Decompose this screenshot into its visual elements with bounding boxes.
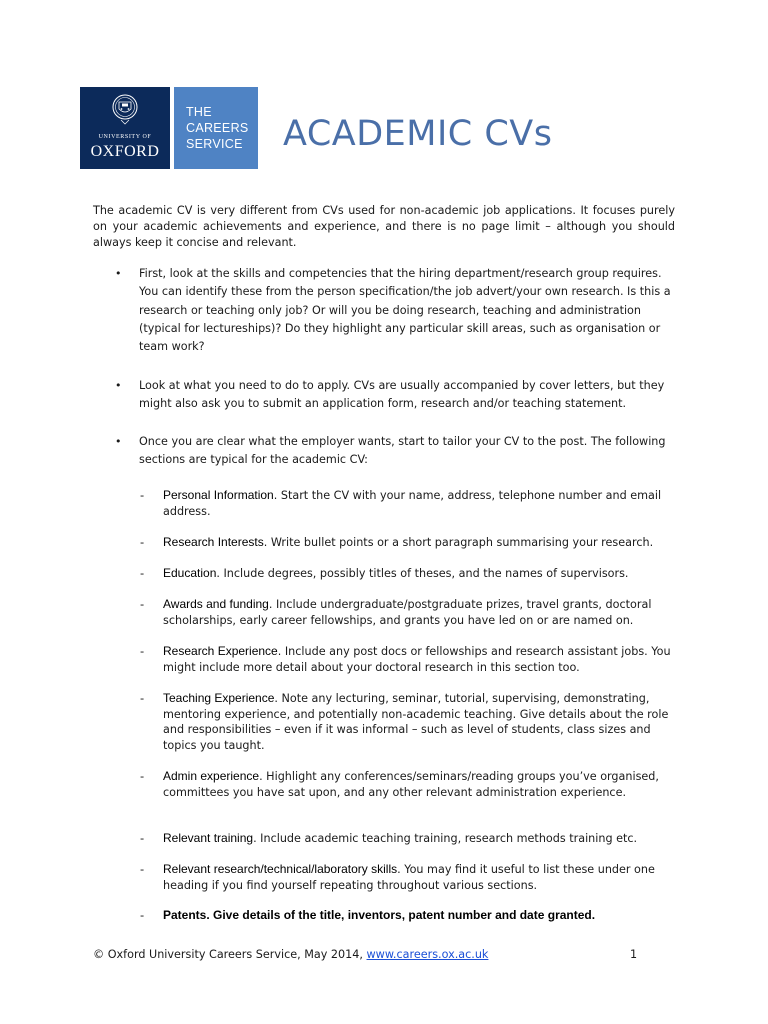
dash-icon: - xyxy=(140,488,145,502)
dash-icon: - xyxy=(140,862,145,876)
cv-section-text xyxy=(163,644,675,675)
cv-section-description: . You may find it useful to list these under one heading if you find yourself repeating throughout various sections. xyxy=(163,863,655,892)
dash-icon: - xyxy=(140,831,145,845)
cv-section-text xyxy=(163,862,675,893)
bullet-text: Once you are clear what the employer wants, start to tailor your CV to the post. The following sections are typical for the academic CV: xyxy=(139,435,666,467)
cv-section-label: Admin experience xyxy=(163,769,260,783)
cv-section-description: . Highlight any conferences/seminars/reading groups you’ve organised, committees you have sat upon, and any other relevant administration experience. xyxy=(163,770,659,799)
careers-logo-line-1: THE xyxy=(186,105,212,119)
careers-website-link[interactable]: www.careers.ox.ac.uk xyxy=(366,948,489,961)
logo-university-of: UNIVERSITY OF xyxy=(98,134,152,140)
cv-section-text xyxy=(163,831,675,847)
cv-section-label: Research Interests xyxy=(163,535,264,549)
page-footer xyxy=(93,947,638,963)
cv-section-label: Patents. Give details of the title, inventors, patent number and date granted. xyxy=(163,908,596,922)
cv-section-description: . Include academic teaching training, research methods training etc. xyxy=(253,832,638,845)
cv-section-description: . Write bullet points or a short paragraph summarising your research. xyxy=(263,536,654,549)
cv-section-label: Education xyxy=(163,566,217,580)
cv-section-label: Relevant training xyxy=(163,831,254,845)
cv-section-text xyxy=(163,488,675,519)
bullet-text: Look at what you need to do to apply. CVs are usually accompanied by cover letters, but they might also ask you to submit an application form, research and/or teaching statement. xyxy=(139,379,665,411)
oxford-university-logo xyxy=(80,87,170,169)
cv-section-label: Teaching Experience xyxy=(163,691,275,705)
dash-icon: - xyxy=(140,908,145,922)
cv-section-text xyxy=(163,908,675,924)
cv-section-description: . Note any lecturing, seminar, tutorial, supervising, demonstrating, mentoring experience, and potentially non-academic teaching. Give details about the role and responsibilities – even if it was informal – such as level of students, class sizes and topics you taught. xyxy=(163,692,669,752)
cv-section-label: Personal Information xyxy=(163,488,274,502)
bullet-icon: • xyxy=(115,379,122,392)
dash-icon: - xyxy=(140,566,145,580)
document-title: ACADEMIC CVs xyxy=(283,114,553,154)
logo-oxford-wordmark: OXFORD xyxy=(90,143,160,160)
bullet-icon: • xyxy=(115,435,122,448)
dash-icon: - xyxy=(140,769,145,783)
cv-section-text xyxy=(163,566,675,582)
cv-section-description: . Include undergraduate/postgraduate prizes, travel grants, doctoral scholarships, early career fellowships, and grants you have led on or are named on. xyxy=(163,598,652,627)
cv-section-label: Research Experience xyxy=(163,644,278,658)
careers-service-logo xyxy=(174,87,258,169)
cv-section-text xyxy=(163,597,675,628)
cv-section-text xyxy=(163,691,675,753)
cv-section-text xyxy=(163,769,675,800)
dash-icon: - xyxy=(140,535,145,549)
dash-icon: - xyxy=(140,691,145,705)
careers-logo-line-3: SERVICE xyxy=(186,137,243,151)
cv-section-label: Awards and funding xyxy=(163,597,269,611)
cv-section-text xyxy=(163,535,675,551)
cv-section-label: Relevant research/technical/laboratory skills xyxy=(163,862,398,876)
intro-paragraph: The academic CV is very different from CVs used for non-academic job applications. It focuses purely on your academic achievements and experience, and there is no page limit – although you should always keep it concise and relevant. xyxy=(93,204,675,249)
footer-copyright: © Oxford University Careers Service, May 2014, xyxy=(93,948,367,961)
dash-icon: - xyxy=(140,597,145,611)
dash-icon: - xyxy=(140,644,145,658)
bullet-text: First, look at the skills and competencies that the hiring department/research group requires. You can identify these from the person specification/the job advert/your own research. Is this a research or teaching only job? Or will you be doing research, teaching and administration (typical for lectureships)? Do they highlight any particular skill areas, such as organisation or team work? xyxy=(139,267,671,354)
page-number: 1 xyxy=(630,948,638,961)
bullet-icon: • xyxy=(115,267,122,280)
cv-section-description: . Include any post docs or fellowships and research assistant jobs. You might include more detail about your doctoral research in this section too. xyxy=(163,645,671,674)
cv-section-description: . Start the CV with your name, address, telephone number and email address. xyxy=(163,489,662,518)
careers-logo-line-2: CAREERS xyxy=(186,121,249,135)
oxford-crest-icon xyxy=(111,93,139,127)
cv-section-description: . Include degrees, possibly titles of theses, and the names of supervisors. xyxy=(216,567,629,580)
